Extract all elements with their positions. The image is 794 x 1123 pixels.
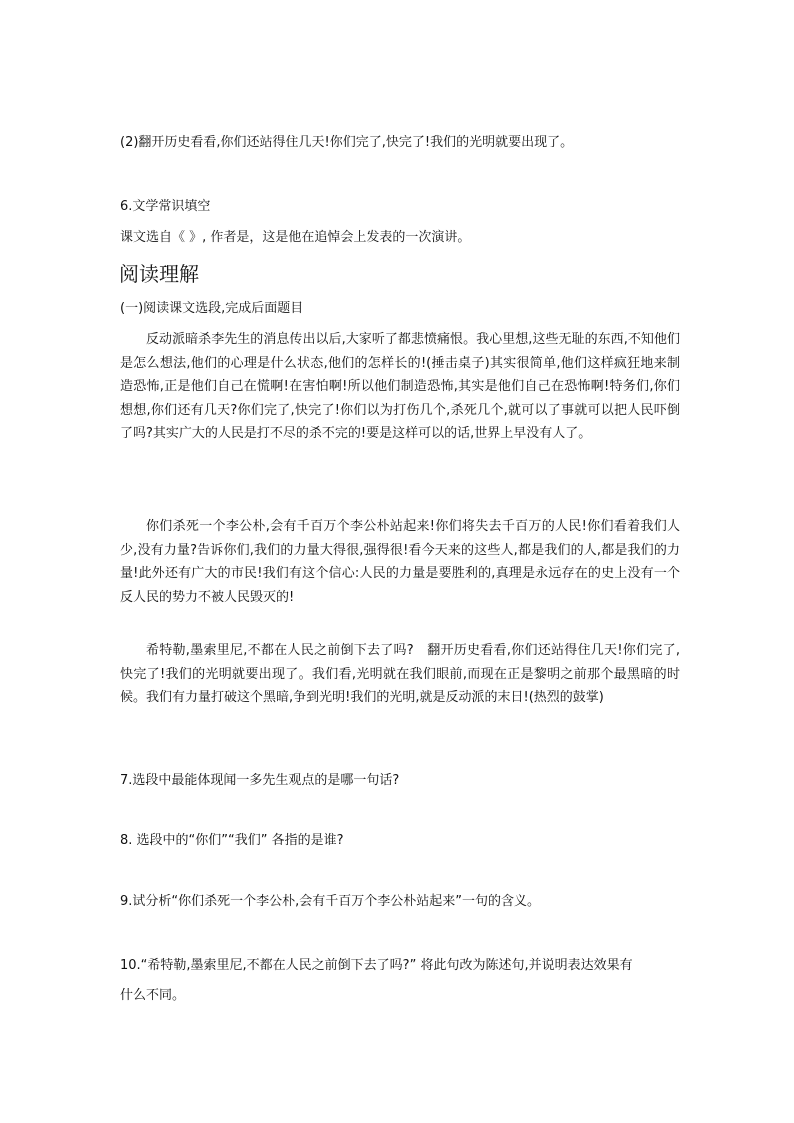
question-7: 7.选段中最能体现闻一多先生观点的是哪一句话?: [120, 773, 400, 788]
q5-item-2: (2)翻开历史看看,你们还站得住几天!你们完了,快完了!我们的光明就要出现了。: [120, 135, 574, 150]
passage-paragraph-3: 希特勒,墨索里尼,不都在人民之前倒下去了吗? 翻开历史看看,你们还站得住几天!你们完了,快完了!我们的光明就要出现了。我们看,光明就在我们眼前,而现在正是黎明之前那个最黑暗的时候。我们有力量打破这个黑暗,争到光明!我们的光明,就是反动派的末日!(热烈的鼓掌): [120, 643, 680, 705]
q6-title: 6.文学常识填空: [120, 199, 211, 214]
passage-paragraph-1: 反动派暗杀李先生的消息传出以后,大家听了都悲愤痛恨。我心里想,这些无耻的东西,不知他们是怎么想法,他们的心理是什么状态,他们的怎样长的!(捶击桌子)其实很简单,他们这样疯狂地来制造恐怖,正是他们自己在慌啊!在害怕啊!所以他们制造恐怖,其实是他们自己在恐怖啊!特务们,你们想想,你们还有几天?你们完了,快完了!你们以为打伤几个,杀死几个,就可以了事就可以把人民吓倒了吗?其实广大的人民是打不尽的杀不完的!要是这样可以的话,世界上早没有人了。: [120, 332, 680, 441]
part-one-title: (一)阅读课文选段,完成后面题目: [120, 301, 304, 316]
question-10-line-1: 10.“希特勒,墨索里尼,不都在人民之前倒下去了吗?” 将此句改为陈述句,并说明表达效果有: [120, 958, 633, 973]
question-8: 8. 选段中的“你们”“我们” 各指的是谁?: [120, 833, 344, 848]
section-heading-reading: 阅读理解: [119, 262, 199, 286]
question-9: 9.试分析“你们杀死一个李公朴,会有千百万个李公朴站起来”一句的含义。: [120, 894, 541, 909]
passage-paragraph-2: 你们杀死一个李公朴,会有千百万个李公朴站起来!你们将失去千百万的人民!你们看着我们人少,没有力量?告诉你们,我们的力量大得很,强得很!看今天来的这些人,都是我们的人,都是我们的力量!此外还有广大的市民!我们有这个信心:人民的力量是要胜利的,真理是永远存在的史上没有一个反人民的势力不被人民毁灭的!: [120, 519, 680, 605]
q6-text: 课文选自《 》, 作者是，这是他在追悼会上发表的一次演讲。: [120, 230, 471, 245]
question-10-line-2: 什么不同。: [120, 988, 186, 1003]
